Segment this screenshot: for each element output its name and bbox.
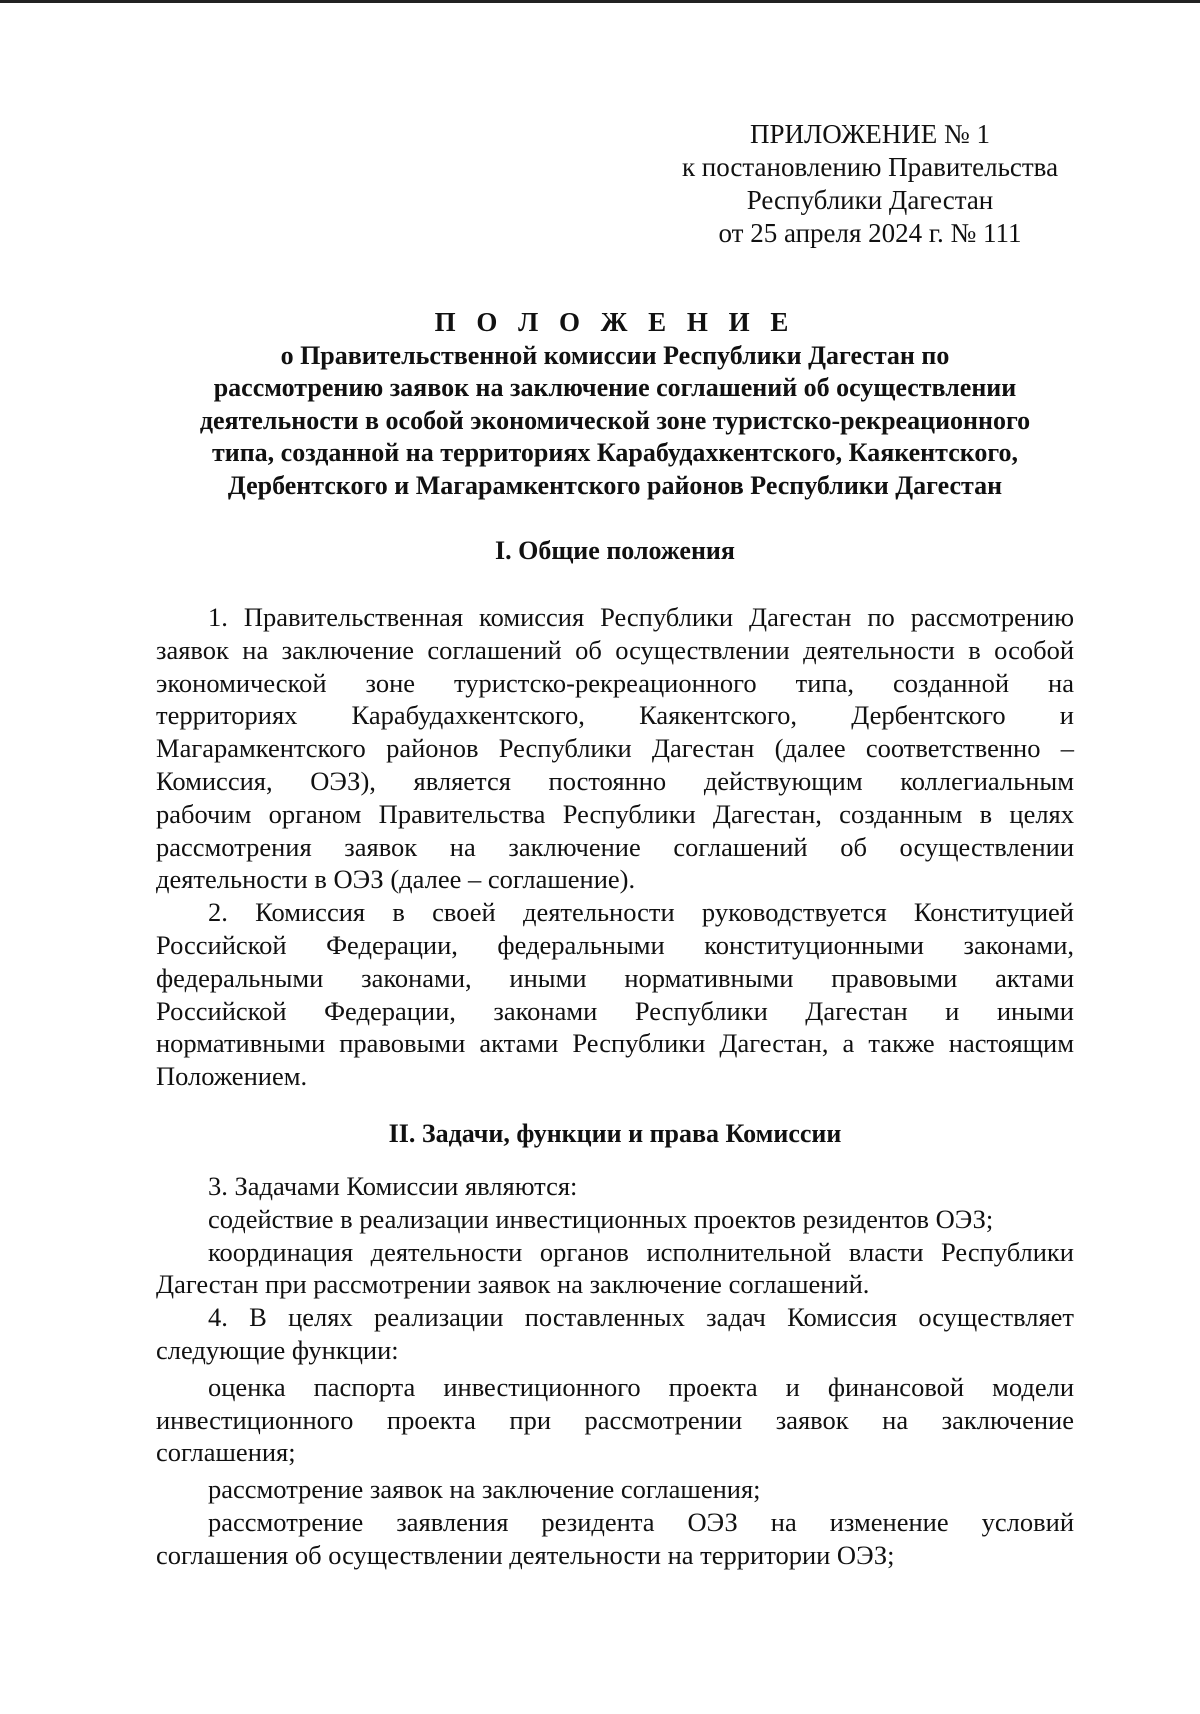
paragraph-line: заявок на заключение соглашений об осуществлении деятельности в особой	[156, 634, 1074, 665]
title-line: о Правительственной комиссии Республики Дагестан по	[280, 340, 950, 370]
paragraph-line: территориях Карабудахкентского, Каякентского, Дербентского и	[156, 700, 1074, 731]
paragraph-line: деятельности в ОЭЗ (далее – соглашение).	[156, 864, 636, 895]
paragraph-line: содействие в реализации инвестиционных проектов резидентов ОЭЗ;	[208, 1203, 994, 1234]
paragraph-line: координация деятельности органов исполнительной власти Республики	[208, 1236, 1074, 1267]
section-1-body	[156, 601, 1074, 1093]
paragraph-line: 1. Правительственная комиссия Республики Дагестан по рассмотрению	[208, 602, 1074, 632]
paragraph-line: рабочим органом Правительства Республики Дагестан, созданным в целях	[156, 798, 1074, 829]
paragraph-line: Магарамкентского районов Республики Дагестан (далее соответственно –	[156, 733, 1074, 764]
appendix-line: к постановлению Правительства	[681, 152, 1059, 182]
paragraph-line: нормативными правовыми актами Республики Дагестан, а также настоящим	[156, 1028, 1074, 1059]
appendix-line: Республики Дагестан	[746, 185, 994, 215]
document-title	[150, 306, 1080, 502]
title-line: типа, созданной на территориях Карабудахкентского, Каякентского,	[211, 438, 1019, 467]
paragraph-line: Положением.	[156, 1061, 308, 1092]
title-line: Дербентского и Магарамкентского районов Республики Дагестан	[227, 470, 1003, 500]
title-line: деятельности в особой экономической зоне туристско-рекреационного	[199, 405, 1031, 435]
paragraph-line: инвестиционного проекта при рассмотрении заявок на заключение	[156, 1404, 1074, 1435]
paragraph-line: соглашения об осуществлении деятельности на территории ОЭЗ;	[156, 1539, 895, 1570]
paragraph-line: федеральными законами, иными нормативными правовыми актами	[156, 962, 1074, 993]
paragraph-line: соглашения;	[156, 1437, 296, 1468]
section-2-body	[156, 1170, 1074, 1572]
paragraph-line: рассмотрения заявок на заключение соглашений об осуществлении	[156, 831, 1074, 862]
title-heading: П О Л О Ж Е Н И Е	[434, 307, 796, 337]
paragraph-line: Дагестан при рассмотрении заявок на заключение соглашений.	[156, 1269, 870, 1300]
paragraph-line: Российской Федерации, федеральными конституционными законами,	[156, 929, 1074, 960]
paragraph-line: рассмотрение заявок на заключение соглашения;	[208, 1474, 761, 1505]
paragraph-line: 3. Задачами Комиссии являются:	[208, 1171, 578, 1201]
paragraph-line: оценка паспорта инвестиционного проекта и финансовой модели	[208, 1371, 1074, 1402]
paragraph-line: 2. Комиссия в своей деятельности руководствуется Конституцией	[208, 897, 1074, 928]
appendix-header	[640, 118, 1100, 250]
paragraph-line: рассмотрение заявления резидента ОЭЗ на изменение условий	[208, 1506, 1074, 1537]
section-2-heading: II. Задачи, функции и права Комиссии	[388, 1119, 842, 1148]
appendix-line: от 25 апреля 2024 г. № 111	[718, 218, 1022, 248]
section-1-heading: I. Общие положения	[495, 536, 735, 565]
paragraph-line: Российской Федерации, законами Республики Дагестан и иными	[156, 995, 1074, 1026]
title-line: рассмотрению заявок на заключение соглашений об осуществлении	[213, 373, 1017, 402]
appendix-line: ПРИЛОЖЕНИЕ № 1	[749, 119, 991, 149]
paragraph-line: следующие функции:	[156, 1334, 399, 1365]
paragraph-line: 4. В целях реализации поставленных задач Комиссия осуществляет	[208, 1302, 1074, 1333]
paragraph-line: экономической зоне туристско-рекреационного типа, созданной на	[156, 667, 1074, 698]
paragraph-line: Комиссия, ОЭЗ), является постоянно действующим коллегиальным	[156, 765, 1074, 796]
